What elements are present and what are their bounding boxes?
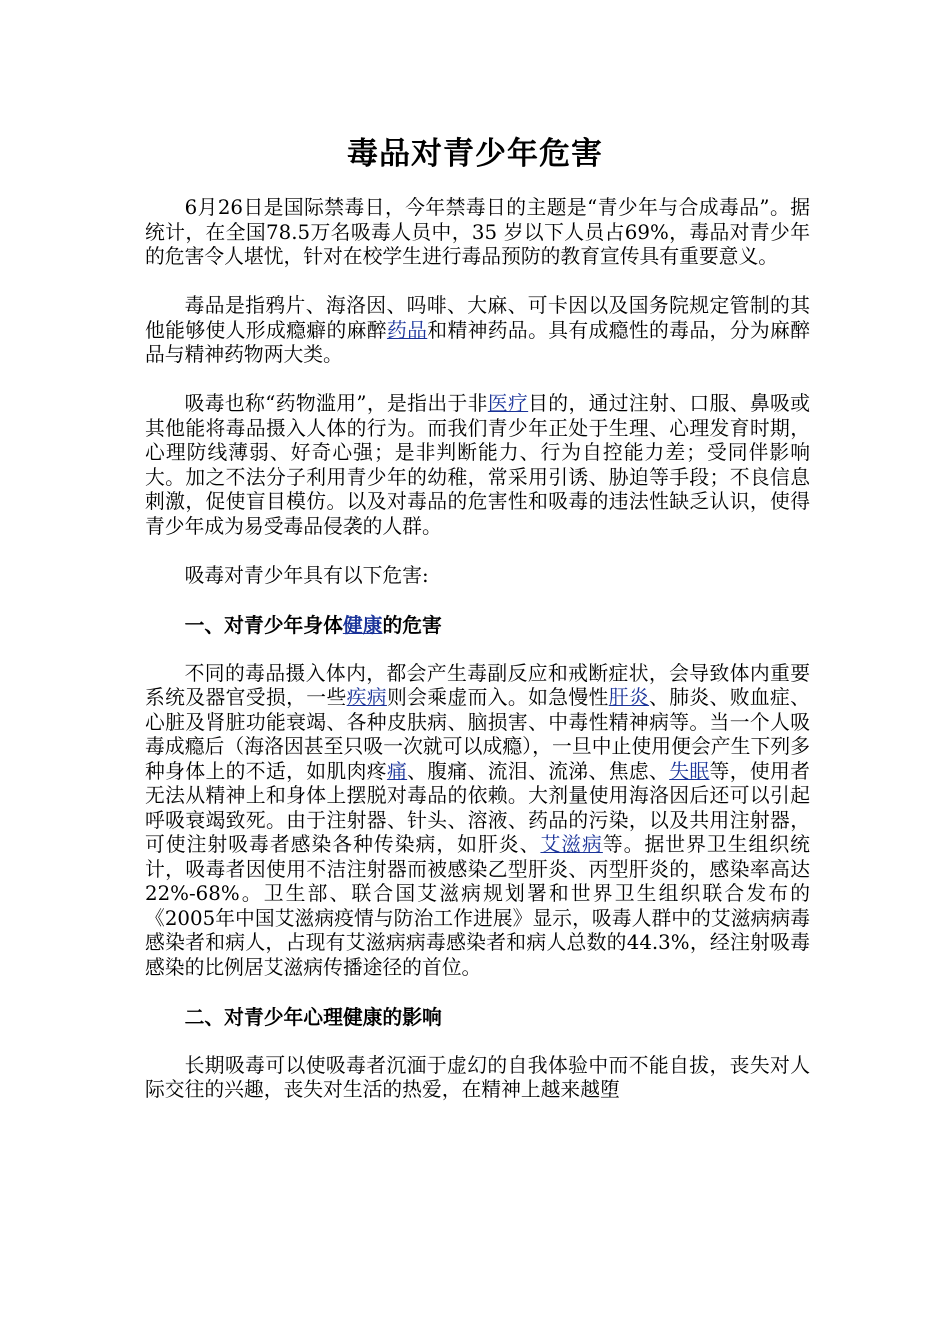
link-aids[interactable]: 艾滋病 <box>540 833 603 856</box>
link-pain[interactable]: 痛 <box>386 759 408 783</box>
paragraph-harms-intro: 吸毒对青少年具有以下危害: <box>184 563 429 587</box>
link-health[interactable]: 健康 <box>342 612 383 637</box>
document-body <box>145 196 810 1103</box>
paragraph-intro: 6月26日是国际禁毒日，今年禁毒日的主题是“青少年与合成毒品”。据统计，在全国78.5万名吸毒人员中，35 岁以下人员占69%，毒品对青少年的危害令人堪忧，针对在校学生进行毒品预防的教育宣传具有重要意义。 <box>145 196 810 268</box>
heading-physical-health: 一、对青少年身体健康的危害 <box>184 612 442 637</box>
document-title: 毒品对青少年危害 <box>347 136 603 172</box>
paragraph-drug-abuse: 吸毒也称“药物滥用”，是指出于非医疗目的，通过注射、口服、鼻吸或其他能将毒品摄入人体的行为。而我们青少年正处于生理、心理发育时期，心理防线薄弱、好奇心强；是非判断能力、行为自控能力差；受同伴影响大。加之不法分子利用青少年的幼稚，常采用引诱、胁迫等手段；不良信息刺激，促使盲目模仿。以及对毒品的危害性和吸毒的违法性缺乏认识，使得青少年成为易受毒品侵袭的人群。 <box>145 392 810 538</box>
link-hepatitis[interactable]: 肝炎 <box>608 686 650 709</box>
link-disease[interactable]: 疾病 <box>346 686 387 709</box>
paragraph-physical-harm: 不同的毒品摄入体内，都会产生毒副反应和戒断症状，会导致体内重要系统及器官受损，一些疾病则会乘虚而入。如急慢性肝炎、肺炎、败血症、心脏及肾脏功能衰竭、各种皮肤病、脑损害、中毒性精神病等。当一个人吸毒成瘾后（海洛因甚至只吸一次就可以成瘾），一旦中止使用便会产生下列多种身体上的不适，如肌肉疼痛、腹痛、流泪、流涕、焦虑、失眠等，使用者无法从精神上和身体上摆脱对毒品的依赖。大剂量使用海洛因后还可以引起呼吸衰竭致死。由于注射器、针头、溶液、药品的污染，以及共用注射器，可使注射吸毒者感染各种传染病，如肝炎、艾滋病等。据世界卫生组织统计，吸毒者因使用不洁注射器而被感染乙型肝炎、丙型肝炎的，感染率高达22%-68%。卫生部、联合国艾滋病规划署和世界卫生组织联合发布的《2005年中国艾滋病疫情与防治工作进展》显示，吸毒人群中的艾滋病病毒感染者和病人，占现有艾滋病病毒感染者和病人总数的44.3%，经注射吸毒感染的比例居艾滋病传播途径的首位。 <box>145 661 810 979</box>
link-medical[interactable]: 医疗 <box>487 392 529 415</box>
heading-mental-health: 二、对青少年心理健康的影响 <box>184 1004 442 1029</box>
link-insomnia[interactable]: 失眠 <box>669 759 710 783</box>
paragraph-mental-harm: 长期吸毒可以使吸毒者沉湎于虚幻的自我体验中而不能自拔，丧失对人际交往的兴趣，丧失对生活的热爱，在精神上越来越堕 <box>145 1053 810 1101</box>
paragraph-definition: 毒品是指鸦片、海洛因、吗啡、大麻、可卡因以及国务院规定管制的其他能够使人形成瘾癖的麻醉药品和精神药品。具有成瘾性的毒品，分为麻醉品与精神药物两大类。 <box>145 294 810 366</box>
link-drugs[interactable]: 药品 <box>386 318 428 342</box>
